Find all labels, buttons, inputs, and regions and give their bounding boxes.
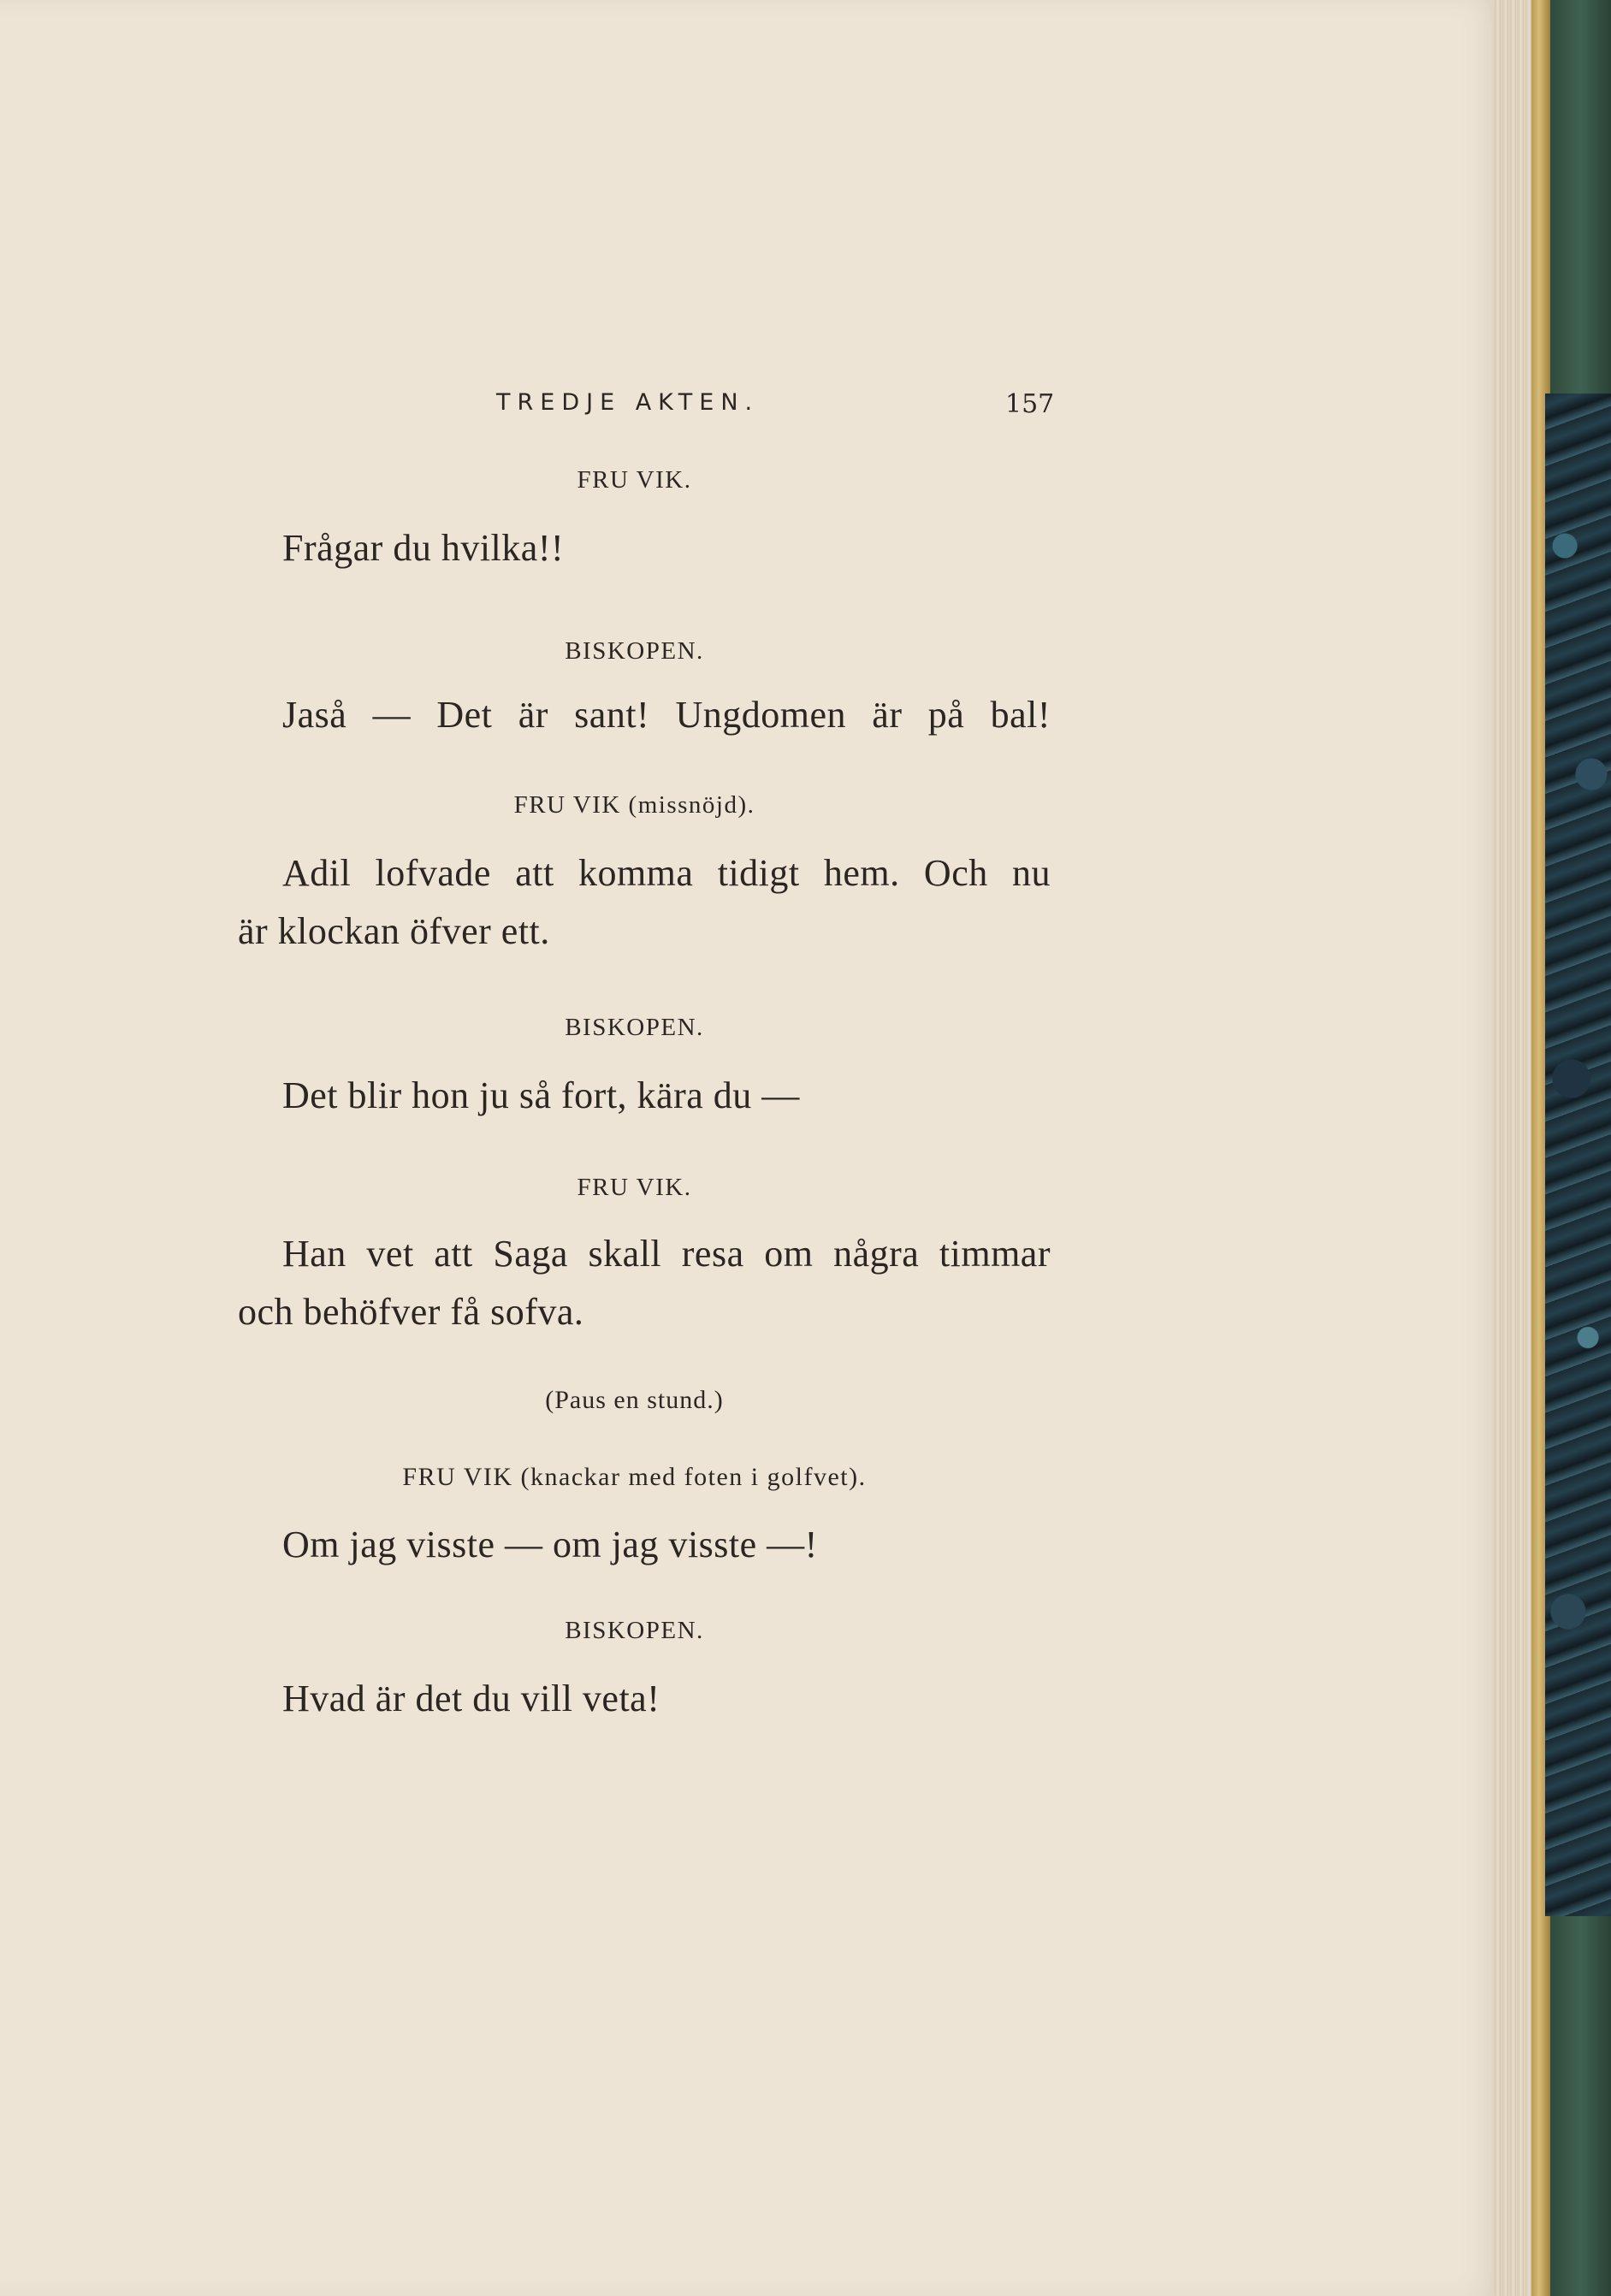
dialogue-line: är klockan öfver ett. <box>238 910 550 952</box>
dialogue-line: Jaså — Det är sant! Ungdomen är på bal! <box>282 694 1051 736</box>
dialogue-line: Adil lofvade att komma tidigt hem. Och nu <box>282 852 1051 894</box>
speaker-label: BISKOPEN. <box>565 637 704 665</box>
speaker-label: FRU VIK. <box>577 1174 692 1201</box>
speaker-label: FRU VIK. <box>577 466 692 494</box>
dialogue-line: Hvad är det du vill veta! <box>282 1678 660 1719</box>
speaker-label: FRU VIK (missnöjd). <box>513 791 755 819</box>
stage-direction: (Paus en stund.) <box>545 1386 724 1414</box>
speaker-label: FRU VIK (knackar med foten i golfvet). <box>402 1463 867 1491</box>
dialogue-line: Han vet att Saga skall resa om några timmar <box>282 1233 1051 1275</box>
dialogue-line: Frågar du hvilka!! <box>282 527 565 569</box>
dialogue-line: Det blir hon ju så fort, kära du — <box>282 1074 800 1116</box>
running-head: TREDJE AKTEN. <box>496 389 760 416</box>
dialogue-line: och behöfver få sofva. <box>238 1291 584 1333</box>
page-number: 157 <box>1005 389 1055 419</box>
speaker-label: BISKOPEN. <box>565 1617 704 1644</box>
speaker-label: BISKOPEN. <box>565 1014 704 1041</box>
dialogue-line: Om jag visste — om jag visste —! <box>282 1524 818 1565</box>
